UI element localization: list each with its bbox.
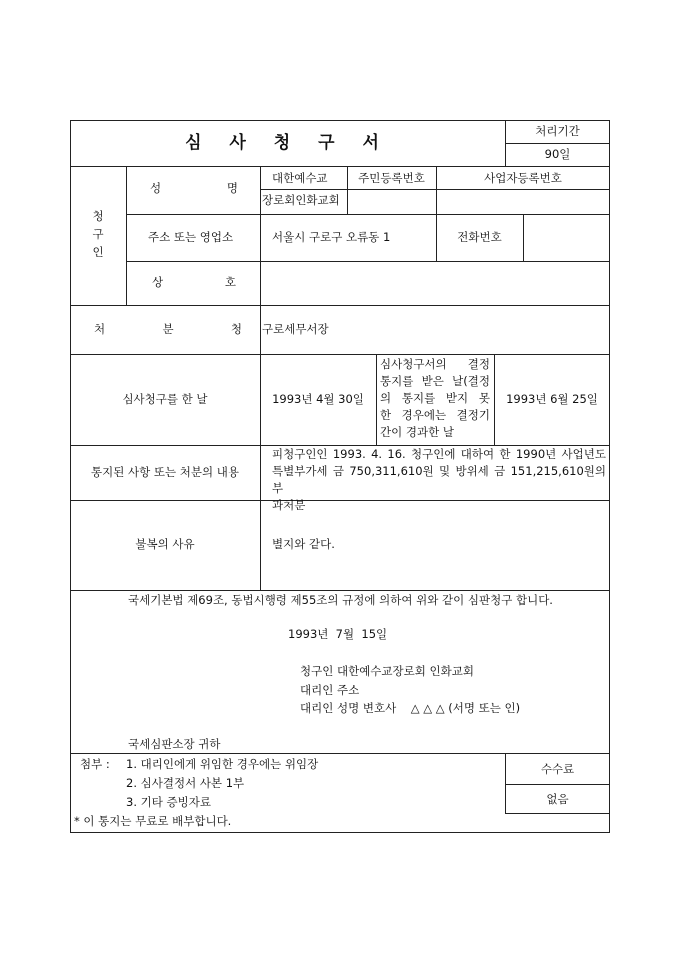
free-distribution-note: * 이 통지는 무료로 배부합니다. — [74, 814, 232, 828]
addressee: 국세심판소장 귀하 — [128, 737, 221, 751]
divider — [505, 784, 610, 785]
divider — [126, 166, 127, 305]
statement-date: 1993년 7월 15일 — [288, 627, 388, 641]
divider — [260, 166, 261, 354]
trade-name-label: 상 호 — [152, 275, 236, 289]
decision-notice-label: 심사청구서의 결정 통지를 받은 날(결정 의 통지를 받지 못 한 경우에는 결정기 간이 경과한 날 — [380, 357, 490, 439]
office-value: 구로세무서장 — [262, 322, 329, 336]
statement-text: 국세기본법 제69조, 동법시행령 제55조의 규정에 의하여 위와 같이 심판청구 합니다. — [128, 593, 553, 607]
name-value-line2: 장로회인화교회 — [262, 193, 340, 207]
border-top — [70, 120, 610, 121]
agent-name-line: 대리인 성명 변호사 △ △ △ (서명 또는 인) — [300, 701, 521, 715]
divider — [70, 305, 610, 306]
attachment-item: 2. 심사결정서 사본 1부 — [126, 776, 245, 790]
divider — [70, 753, 610, 754]
agent-address-line: 대리인 주소 — [300, 683, 360, 697]
divider — [126, 214, 610, 215]
address-label: 주소 또는 영업소 — [148, 230, 234, 244]
divider — [505, 813, 610, 814]
border-bottom — [70, 832, 610, 833]
divider — [70, 590, 610, 591]
divider — [260, 354, 261, 590]
divider — [70, 354, 610, 355]
claimant-signature-line: 청구인 대한예수교장로회 인화교회 — [300, 664, 474, 678]
business-number-label: 사업자등록번호 — [484, 171, 562, 185]
office-label: 처 분 청 — [94, 322, 242, 336]
divider — [126, 261, 610, 262]
divider — [70, 166, 610, 167]
name-label: 성 명 — [150, 181, 238, 195]
attachments-label: 첨부 : — [80, 757, 110, 771]
fee-label: 수수료 — [540, 762, 575, 776]
disposition-content: 피청구인인 1993. 4. 16. 청구인에 대하여 한 1990년 사업년도 특별부가세 금 750,311,610원 및 방위세 금 151,215,610원의 부 과처분 — [272, 447, 606, 512]
processing-period-label: 처리기간 — [535, 124, 580, 138]
phone-label: 전화번호 — [457, 230, 502, 244]
request-date-value: 1993년 4월 30일 — [272, 392, 364, 406]
attachment-item: 1. 대리인에게 위임한 경우에는 위임장 — [126, 757, 319, 771]
claimant-label-char: 인 — [92, 245, 104, 259]
divider — [505, 143, 610, 144]
fee-value: 없음 — [546, 792, 569, 806]
name-value-line1: 대한예수교 — [272, 171, 328, 185]
disposition-label: 통지된 사항 또는 처분의 내용 — [91, 465, 239, 479]
objection-label: 불복의 사유 — [135, 537, 195, 551]
border-right — [609, 120, 610, 833]
decision-notice-value: 1993년 6월 25일 — [506, 392, 598, 406]
divider — [523, 214, 524, 261]
objection-value: 별지와 같다. — [272, 537, 335, 551]
divider — [260, 189, 610, 190]
resident-number-label: 주민등록번호 — [358, 171, 425, 185]
claimant-label-char: 구 — [92, 227, 104, 241]
address-value: 서울시 구로구 오류동 1 — [272, 230, 391, 244]
processing-period-value: 90일 — [544, 147, 571, 161]
divider — [376, 354, 377, 445]
request-date-label: 심사청구를 한 날 — [122, 392, 208, 406]
attachment-item: 3. 기타 증빙자료 — [126, 795, 211, 809]
appeal-form — [70, 120, 610, 833]
claimant-label-char: 청 — [92, 209, 104, 223]
form-title: 심 사 청 구 서 — [185, 133, 390, 153]
